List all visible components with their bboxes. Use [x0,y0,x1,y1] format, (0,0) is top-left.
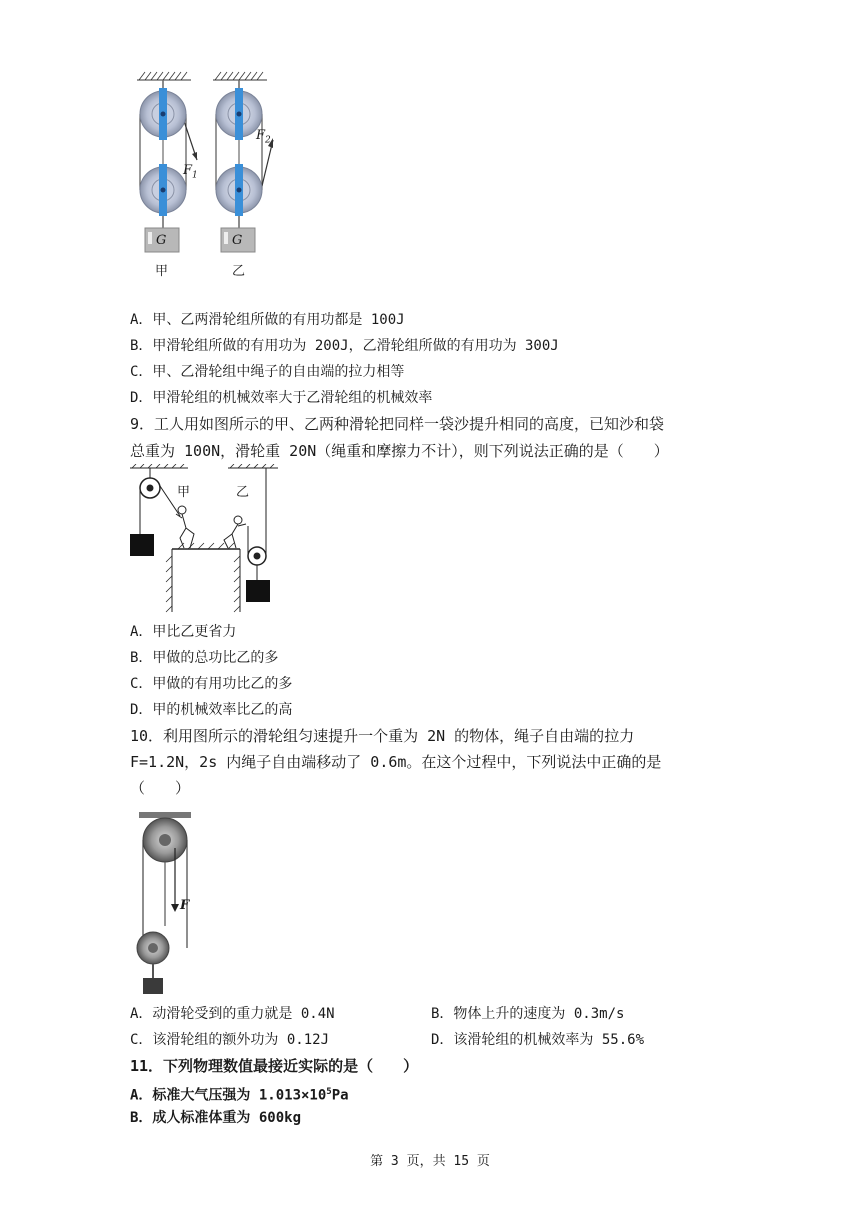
q10-stem-line3: （ ） [130,779,191,797]
figure2-label-jia: 甲 [177,485,191,500]
q9-option-a: A．甲比乙更省力 [130,624,237,640]
pulley-block-figure [125,808,205,996]
figure-label-yi: 乙 [232,264,246,279]
q8-option-c: C．甲、乙滑轮组中绳子的自由端的拉力相等 [130,364,405,380]
q10-stem-line1: 10．利用图所示的滑轮组匀速提升一个重为 2N 的物体，绳子自由端的拉力 [130,727,635,745]
q9-option-c: C．甲做的有用功比乙的多 [130,676,293,692]
q9-option-b: B．甲做的总功比乙的多 [130,650,279,666]
force-f1-label: $F_1$ [183,163,198,181]
page-footer: 第 3 页，共 15 页 [370,1154,490,1169]
force-f2-label: $F_2$ [256,128,271,146]
q8-option-b: B．甲滑轮组所做的有用功为 200J，乙滑轮组所做的有用功为 300J [130,338,559,354]
weight-label-left: G [156,233,167,248]
q10-stem-line2: F=1.2N，2s 内绳子自由端移动了 0.6m。在这个过程中，下列说法中正确的是 [130,753,662,771]
weight-label-right: G [232,233,243,248]
q10-option-c: C．该滑轮组的额外功为 0.12J [130,1032,330,1048]
q11-option-a-text: A．标准大气压强为 1.013×10 [130,1087,327,1104]
q10-option-b: B．物体上升的速度为 0.3m/s [431,1006,625,1022]
q11-stem: 11．下列物理数值最接近实际的是（ ） [130,1057,419,1075]
pulley-pair-figure [125,68,275,278]
q9-stem-line2: 总重为 100N，滑轮重 20N（绳重和摩擦力不计），则下列说法正确的是（ ） [130,442,669,460]
figure-label-jia: 甲 [155,264,169,279]
q9-stem-line1: 9．工人用如图所示的甲、乙两种滑轮把同样一袋沙提升相同的高度，已知沙和袋 [130,415,665,433]
q11-option-b: B．成人标准体重为 600kg [130,1110,302,1126]
q9-option-d: D．甲的机械效率比乙的高 [130,702,293,718]
pulley-system-right [216,80,273,252]
q8-option-a: A．甲、乙两滑轮组所做的有用功都是 100J [130,312,405,328]
q10-option-a: A．动滑轮受到的重力就是 0.4N [130,1006,335,1022]
q11-option-a-exponent: 5 [326,1087,332,1097]
q8-option-d: D．甲滑轮组的机械效率大于乙滑轮组的机械效率 [130,390,433,406]
figure2-label-yi: 乙 [236,485,250,500]
q10-option-d: D．该滑轮组的机械效率为 55.6% [431,1032,645,1048]
q11-option-a [130,1082,349,1106]
worker-pulley-figure [128,464,288,614]
q11-option-a-unit: Pa [331,1087,349,1104]
force-f-label: F [180,898,190,913]
